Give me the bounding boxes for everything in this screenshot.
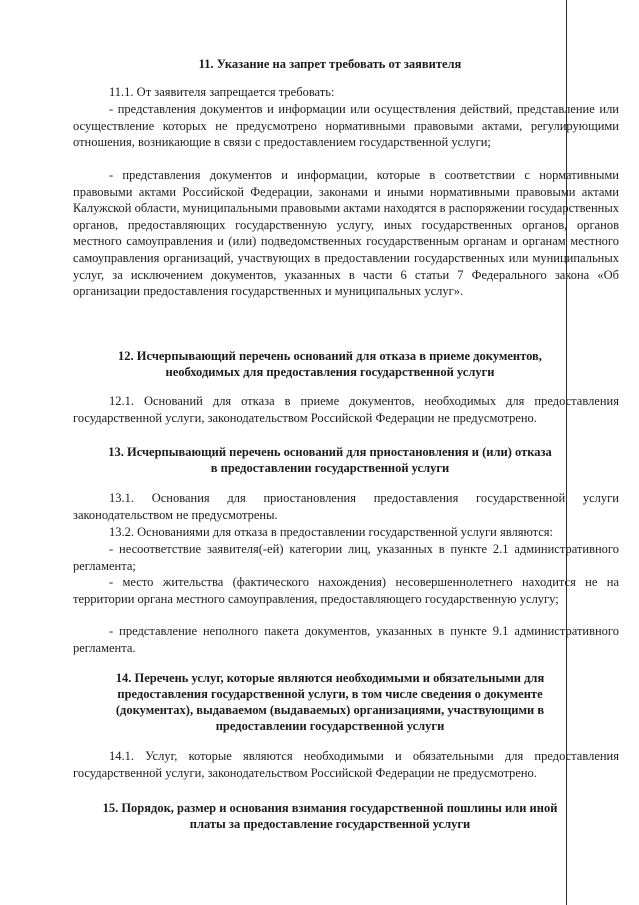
section-13-paragraph-4: - место жительства (фактического нахождения) несовершеннолетнего находится не на территории органа местного самоуправления, предоставляющего государственную услугу;	[73, 575, 619, 606]
section-11-paragraph-3: - представления документов и информации, которые в соответствии с нормативными правовыми актами Российской Федерации, законами и иными нормативными правовыми актами Калужской области, муниципальными правовыми актами находятся в распоряжении государственных органов, предоставляющих государственную услугу, иных государственных органов, органов местного самоуправления и (или) подведомственных государственным органам и органам местного самоуправления организаций, участвующих в предоставлении государственных или муниципальных услуг, за исключением документов, указанных в части 6 статьи 7 Федерального закона «Об организации предоставления государственных и муниципальных услуг».	[73, 168, 619, 299]
section-14-heading: 14. Перечень услуг, которые являются необходимыми и обязательными для предоставления государственной услуги, в том числе сведения о документе (документах), выдаваемом (выдаваемых) организациями, участвующими в предоставлении государственной услуги	[115, 671, 545, 733]
section-13-paragraph-2: 13.2. Основаниями для отказа в предоставлении государственной услуги являются:	[109, 525, 554, 539]
section-12-paragraph-1: 12.1. Оснований для отказа в приеме документов, необходимых для предоставления государственной услуги, законодательством Российской Федерации не предусмотрено.	[73, 394, 619, 425]
section-13-heading: 13. Исчерпывающий перечень оснований для приостановления и (или) отказа в предоставлении государственной услуги	[108, 445, 552, 475]
section-11-heading: 11. Указание на запрет требовать от заявителя	[198, 57, 462, 71]
section-14-paragraph-1: 14.1. Услуг, которые являются необходимыми и обязательными для предоставления государственной услуги, законодательством Российской Федерации не предусмотрено.	[73, 749, 619, 780]
section-12-heading: 12. Исчерпывающий перечень оснований для отказа в приеме документов, необходимых для предоставления государственной услуги	[118, 349, 542, 379]
section-11-paragraph-1: 11.1. От заявителя запрещается требовать:	[109, 85, 335, 99]
section-11-paragraph-2: - представления документов и информации или осуществления действий, представление или осуществление которых не предусмотрено нормативными правовыми актами, регулирующими отношения, возникающие в связи с предоставлением государственной услуги;	[73, 102, 619, 150]
section-13-paragraph-1: 13.1. Основания для приостановления предоставления государственной услуги законодательством не предусмотрены.	[73, 491, 619, 522]
section-15-heading: 15. Порядок, размер и основания взимания государственной пошлины или иной платы за предоставление государственной услуги	[102, 801, 558, 831]
section-13-paragraph-5: - представление неполного пакета документов, указанных в пункте 9.1 административного регламента.	[73, 624, 619, 655]
section-13-paragraph-3: - несоответствие заявителя(-ей) категории лиц, указанных в пункте 2.1 административного регламента;	[73, 542, 619, 573]
